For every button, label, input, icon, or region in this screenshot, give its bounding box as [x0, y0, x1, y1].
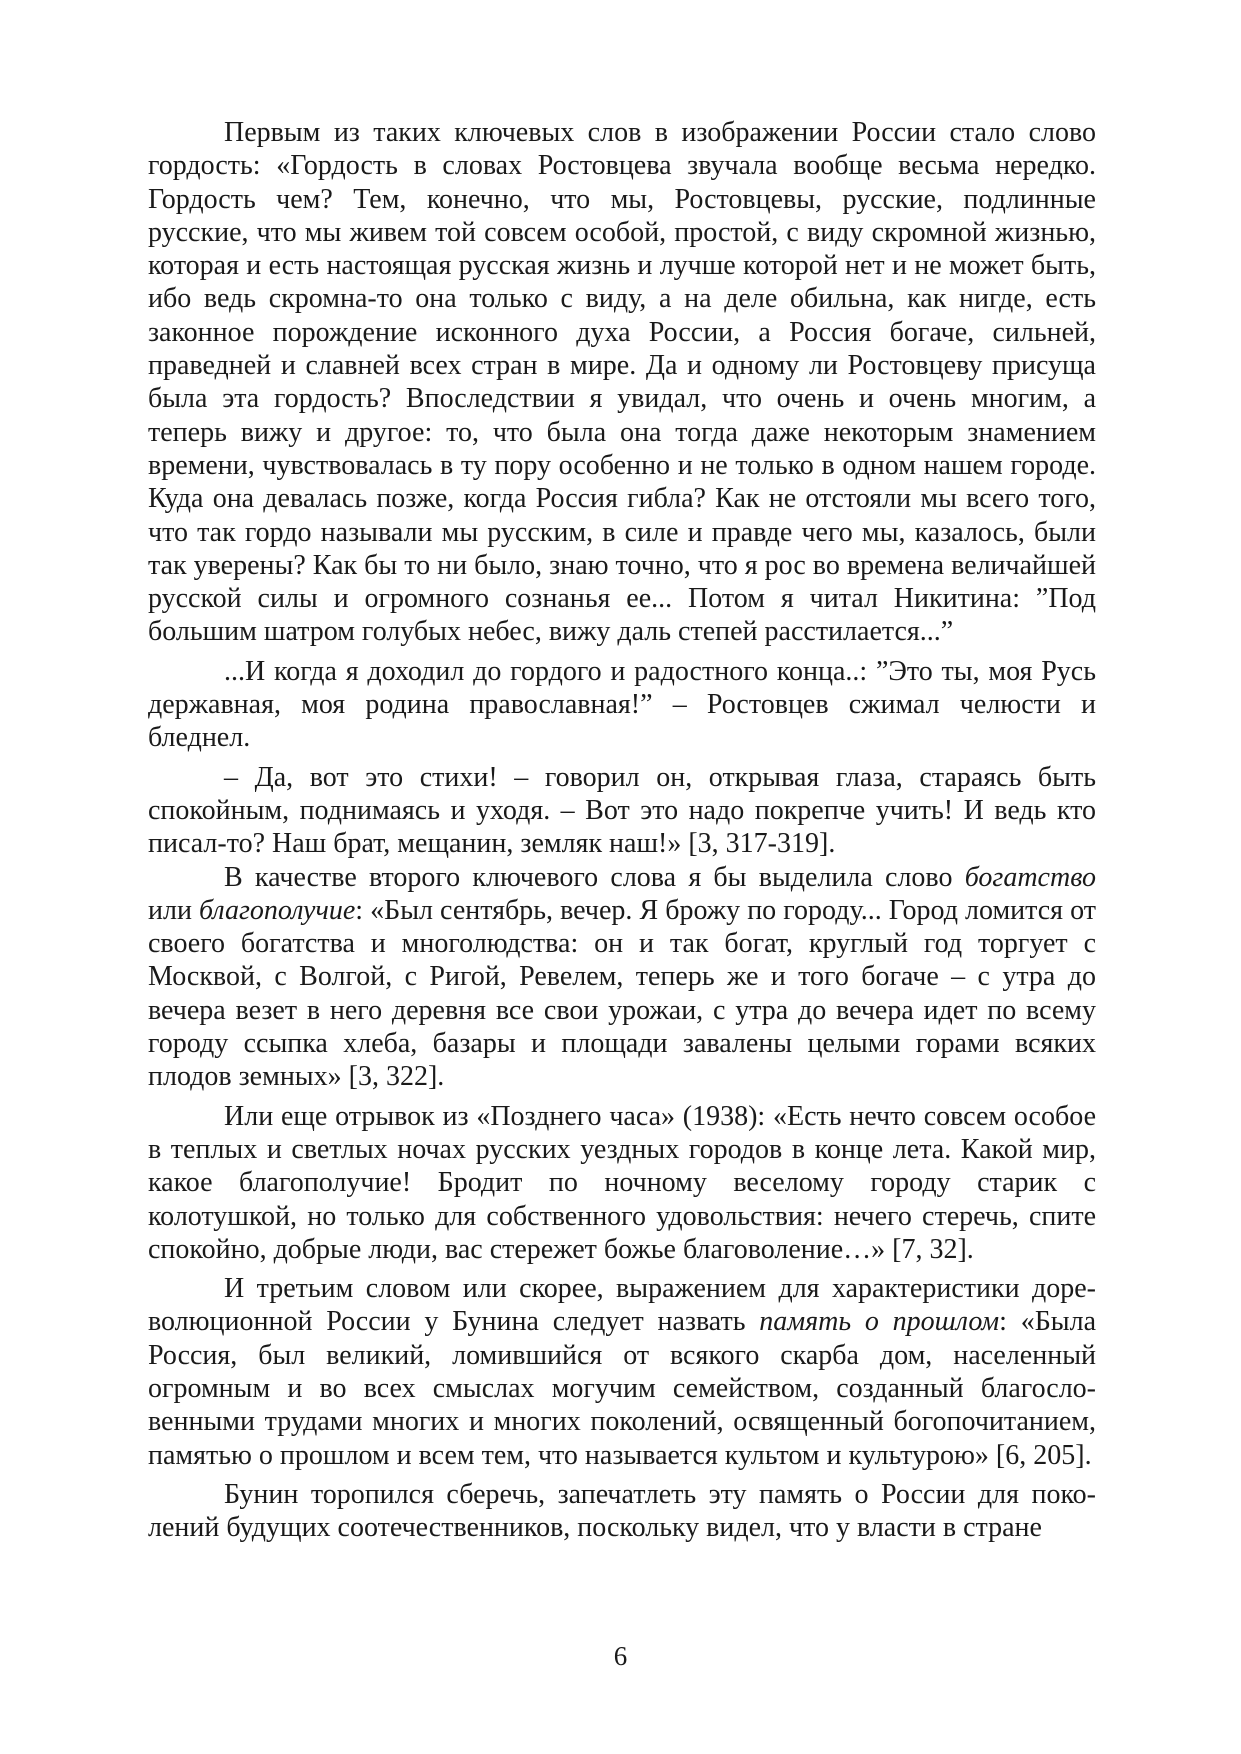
paragraph-bunin: Бунин торопился сберечь, запечатлеть эту память о России для поколений будущих соотечественников, поскольку видел, что у власти в стране — [148, 1478, 1096, 1544]
paragraph-late-hour: Или еще отрывок из «Позднего часа» (1938): «Есть нечто совсем особое в теплых и светлых ночах русских уездных городов в конце лета. Какой мир, какое благополучие! Бродит по ночному веселому городу старик с колотушкой, но только для собственного удовольствия: нечего стеречь, спите спокойно, добрые люди, вас стережет божье благоволение…» [7, 32]. — [148, 1100, 1096, 1265]
paragraph-dialogue: – Да, вот это стихи! – говорил он, открывая глаза, стараясь быть спокойным, поднимаясь и уходя. – Вот это надо покрепче учить! И ведь кто писал-то? Наш брат, мещанин, земляк наш!» [3, 317-319]. — [148, 761, 1096, 860]
italic-term-prosperity: благополучие — [199, 894, 356, 926]
page-number: 6 — [613, 1641, 628, 1671]
body-text — [148, 116, 1096, 1544]
italic-term-wealth: богатство — [964, 861, 1096, 893]
paragraph-pride: Первым из таких ключевых слов в изображении России стало слово гордость: «Гордость в словах Ростовцева звучала вообще весьма нередко. Гордость чем? Тем, конечно, что мы, Ростовцевы, русские, подлинные русские, что мы живем той совсем особой, простой, с виду скромной жизнью, которая и есть настоящая русская жизнь и лучше которой нет и не может быть, ибо ведь скромна-то она только с виду, а на деле обильна, как нигде, есть законное порождение исконного духа России, а Россия богаче, сильней, праведней и славней всех стран в мире. Да и одному ли Ростовцеву присуща была эта гордость? Впоследствии я увидал, что очень и очень многим, а теперь вижу и другое: то, что была она тогда даже некоторым знамением времени, чувствовалась в ту пору особенно и не только в одном нашем городе. Куда она девалась позже, когда Россия гибла? Как не отстояли мы всего того, что так гордо называли мы русским, в силе и правде чего мы, казалось, были так уверены? Как бы то ни было, знаю точно, что я рос во времена величайшей русской силы и огромного сознанья ее... Потом я читал Никитина: ”Под большим шатром голубых небес, вижу даль степей расстилается...” — [148, 117, 1096, 648]
paragraph-ending: ...И когда я доходил до гордого и радостного конца..: ”Это ты, моя Русь державная, моя родина православная!” – Ростовцев сжимал челюсти и бледнел. — [148, 655, 1096, 754]
paragraph-memory: И третьим словом или скорее, выражением для характеристики дореволюционной России у Бунина следует назвать память о прошлом: «Была Россия, был великий, ломившийся от всякого скарба дом, населенный огромным и во всех смыслах могучим семейством, созданный благословенными трудами многих и многих поколений, освященный богопочитанием, памятью о прошлом и всем тем, что называется культом и культурою» [6, 205]. — [148, 1273, 1096, 1471]
italic-term-memory: память о прошлом — [759, 1306, 1000, 1338]
paragraph-wealth: В качестве второго ключевого слова я бы выделила слово богатство или благополучие: «Был сентябрь, вечер. Я брожу по городу... Город ломится от своего богатства и многолюдства: он и так богат, круглый год торгует с Москвой, с Волгой, с Ригой, Ревелем, теперь же и того богаче – с утра до вечера везет в него деревня все свои урожаи, с утра до вечера идет по всему городу ссыпка хлеба, базары и площади завалены целыми горами всяких плодов земных» [3, 322]. — [148, 861, 1096, 1093]
